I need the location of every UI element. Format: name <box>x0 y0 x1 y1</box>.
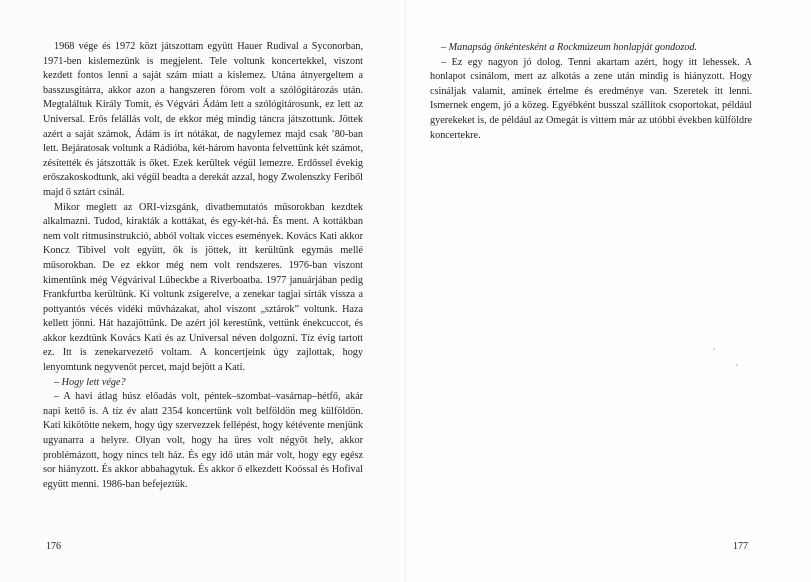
left-paragraph-2: Mikor meglett az ORI-vizsgánk, divatbemutatós műsorokban kezdtek alkalmazni. Tudod, kirakták a kottákat, és egy-két-há. És ment. A kottákban nem volt ritmusinstrukció, abból voltak vicces események. Kovács Kati akkor Koncz Tibivel volt együtt, ők is jöttek, itt kerültünk egymás mellé műsorokban. De ez ekkor még nem volt rendszeres. 1976-ban viszont kimentünk még Végvárival Lübeckbe a Riverboatba. 1977 januárjában pedig Frankfurtba kerültünk. Ki voltunk zsigerelve, a zenekar tagjai sírták vissza a pottyantós vécés vidéki művházakat, ahol viszont „sztárok” voltunk. Haza kellett jönni. Hát hazajöttünk. De azért jól kerestünk, vettünk énekcuccot, és akkor kezdtünk Kovács Kati és az Universal néven dolgozni. Tíz évig tartott ez. Itt is zenekarvezető voltam. A koncertjeink úgy zajlottak, hogy lenyomtunk negyvenöt percet, majd bejött a Kati. <box>43 201 363 374</box>
paper-speck <box>736 364 738 366</box>
left-paragraph-1: 1968 vége és 1972 közt játszottam együtt Hauer Rudival a Syconorban, 1971-ben kislemezünk is megjelent. Tele voltunk koncertekkel, viszont kezdett fontos lenni a saját szám miatt a kislemez. Utána átnyergeltem a basszusgitárra, akkor azon a hangszeren fórom volt a szólógitározás után. Megtaláltuk Király Tomit, és Végvári Ádám lett a szólógitárosunk, ez lett az Universal. Erős felállás volt, de ekkor még mindig táncra játszottunk. Jöttek azért a saját számok, Ádám is írt nótákat, de nagylemez majd csak ’80-ban lett. Bejáratosak voltunk a Rádióba, két-három havonta felvettünk két számot, zésítették és játszották is őket. Ezek kerültek végül lemezre. Erdőssel évekig erőszakoskodtunk, aki végül beadta a derekát azzal, hogy Zwolenszky Feriből majd ő sztárt csinál. <box>43 41 363 198</box>
left-text-column <box>43 40 363 492</box>
interview-question: – Hogy lett vége? <box>54 376 126 388</box>
interview-question: – Manapság önkéntesként a Rockmúzeum honlapját gondozod. <box>441 42 698 53</box>
right-page <box>406 0 811 582</box>
page-number-right: 177 <box>733 541 748 552</box>
left-page <box>0 0 405 582</box>
page-number-left: 176 <box>46 541 61 552</box>
interview-answer: – A havi átlag húsz előadás volt, péntek–szombat–vasárnap–hétfő, akár napi kettő is. A tíz év alatt 2354 koncertünk volt belföldön meg külföldön. Kati kikötötte nekem, hogy úgy szervezzek fellépést, hogy kétévente menjünk ugyanarra a helyre. Olyan volt, hogy ha üres volt négyöt hely, akkor problémázott, hogy nincs telt ház. És egy idő után már volt, hogy egy egész sor hiányzott. És akkor abbahagytuk. És akkor ő elkezdett Koóssal és Hofival együtt menni. 1986-ban befejeztük. <box>43 391 363 490</box>
interview-answer: – Ez egy nagyon jó dolog. Tenni akartam azért, hogy itt lehessek. A honlapot csinálom, mert az alkotás a zene után mindig is hiányzott. Hogy csináljak valamit, aminek értelme és eredménye van. Szeretek itt lenni. Ismernek engem, jó a közeg. Egyébként busszal szállítok csoportokat, például gyerekeket is, de például az Omegát is vittem már az utóbbi években külföldre koncertekre. <box>430 56 752 141</box>
right-text-column <box>430 41 752 143</box>
paper-speck <box>713 348 715 350</box>
